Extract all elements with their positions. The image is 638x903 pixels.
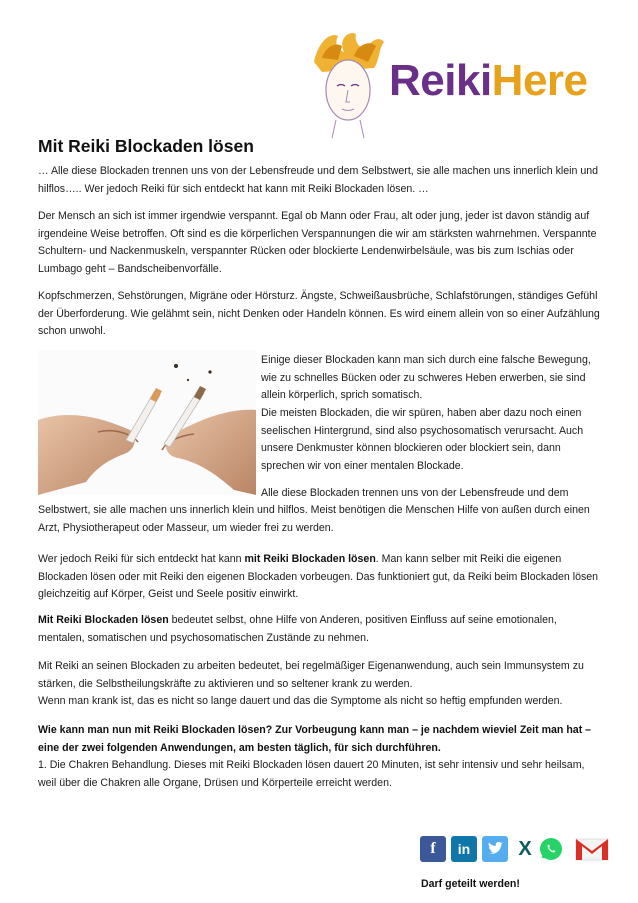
p7-bold: Wie kann man nun mit Reiki Blockaden lösen? Zur Vorbeugung kann man – je nachdem wieviel Zeit man hat – eine der zwei folgenden Anwendungen, am besten täglich, für sich durchführen. bbox=[38, 724, 592, 754]
logo-word-here: Here bbox=[491, 56, 588, 105]
whatsapp-icon[interactable] bbox=[538, 836, 564, 862]
intro-paragraph: … Alle diese Blockaden trennen uns von der Lebensfreude und dem Selbstwert, sie alle machen uns innerlich klein und hilflos….. Wer jedoch Reiki für sich entdeckt hat kann mit Reiki Blockaden lösen. … bbox=[38, 165, 599, 195]
paragraph-meaning bbox=[38, 612, 603, 647]
paragraph-tension: Der Mensch an sich ist immer irgendwie verspannt. Egal ob Mann oder Frau, alt oder jung, jeder ist davon ständig auf irgendeine Weise betroffen. Oft sind es die körperlichen Verspannungen die wir am stärksten wahrnehmen. Verspannte Schultern- und Nackenmuskeln, verspannter Rücken oder blockierte Lendenwirbelsäule, was bis zum Ischias oder Lumbago geht – Bandscheibenvorfälle. bbox=[38, 210, 597, 275]
paragraph-continuation: Selbstwert, sie alle machen uns innerlich klein und hilflos. Meist benötigen die Menschen Hilfe von außen durch einen Arzt, Physiotherapeut oder Masseur, um wieder frei zu werden. bbox=[38, 504, 590, 534]
paragraph-reiki-discovery bbox=[38, 551, 603, 604]
page-title: Mit Reiki Blockaden lösen bbox=[38, 136, 254, 156]
hands-breaking-cigarette-image bbox=[38, 350, 256, 495]
linkedin-icon[interactable]: in bbox=[451, 836, 477, 862]
logo-wordmark bbox=[389, 56, 588, 106]
p4-bold: mit Reiki Blockaden lösen bbox=[244, 553, 376, 565]
logo-word-reiki: Reiki bbox=[389, 56, 492, 105]
head-logo-icon bbox=[308, 28, 388, 140]
paragraph-immune: Mit Reiki an seinen Blockaden zu arbeiten bedeutet, bei regelmäßiger Eigenanwendung, auch sein Immunsystem zu stärken, die Selbstheilungskräfte zu aktivieren und so seltener krank zu werden. bbox=[38, 660, 584, 690]
p5-post: bedeutet selbst, ohne Hilfe von Anderen, positiven Einfluss auf seine emotionalen, mentalen, somatischen und psychosomatischen Zustände zu nehmen. bbox=[38, 614, 557, 644]
p4-pre: Wer jedoch Reiki für sich entdeckt hat kann bbox=[38, 553, 245, 565]
p5-bold: Mit Reiki Blockaden lösen bbox=[38, 614, 169, 626]
reiki-here-logo bbox=[308, 28, 628, 140]
p4-post: . Man kann selber mit Reiki die eigenen Blockaden lösen oder mit Reiki den eigenen Blockaden vorbeugen. Das funktioniert gut, da Reiki beim Blockaden lösen gleichzeitig auf Körper, Geist und Seele positiv einwirkt. bbox=[38, 553, 599, 601]
side-paragraph-separate: Alle diese Blockaden trennen uns von der Lebensfreude und dem bbox=[261, 487, 569, 499]
facebook-icon[interactable]: f bbox=[420, 836, 446, 862]
gmail-icon[interactable] bbox=[574, 836, 610, 862]
paragraph-how-to bbox=[38, 722, 603, 792]
side-paragraph-psychosomatic: Die meisten Blockaden, die wir spüren, haben aber dazu noch einen seelischen Hintergrund, sind also psychosomatisch verursacht. Auch unsere Denkmuster können blockieren oder blockiert sein, dann sprechen wir von einer mentalen Blockade. bbox=[261, 407, 584, 472]
twitter-icon[interactable] bbox=[482, 836, 508, 862]
p7-text: 1. Die Chakren Behandlung. Dieses mit Reiki Blockaden lösen dauert 20 Minuten, ist sehr intensiv und sehr heilsam, weil über die Chakren alle Organe, Drüsen und Körperteile erreicht werden. bbox=[38, 759, 585, 789]
paragraph-symptoms: Kopfschmerzen, Sehstörungen, Migräne oder Hörsturz. Ängste, Schweißausbrüche, Schlafstörungen, ständiges Gefühl der Überforderung. Wie gelähmt sein, nicht Denken oder Handeln können. Es wird einem allein von so einer Aufzählung schon unwohl. bbox=[38, 290, 600, 338]
xing-icon[interactable]: X bbox=[518, 838, 532, 860]
side-paragraph-somatic: Einige dieser Blockaden kann man sich durch eine falsche Bewegung, wie zu schnelles Bücken oder zu schweres Heben erwerben, sie sind allein körperlich, sprich somatisch. bbox=[261, 354, 591, 402]
paragraph-illness: Wenn man krank ist, das es nicht so lange dauert und das die Symptome als nicht so heftig empfunden werden. bbox=[38, 695, 563, 707]
share-note: Darf geteilt werden! bbox=[421, 878, 520, 890]
social-share-bar bbox=[420, 836, 612, 866]
